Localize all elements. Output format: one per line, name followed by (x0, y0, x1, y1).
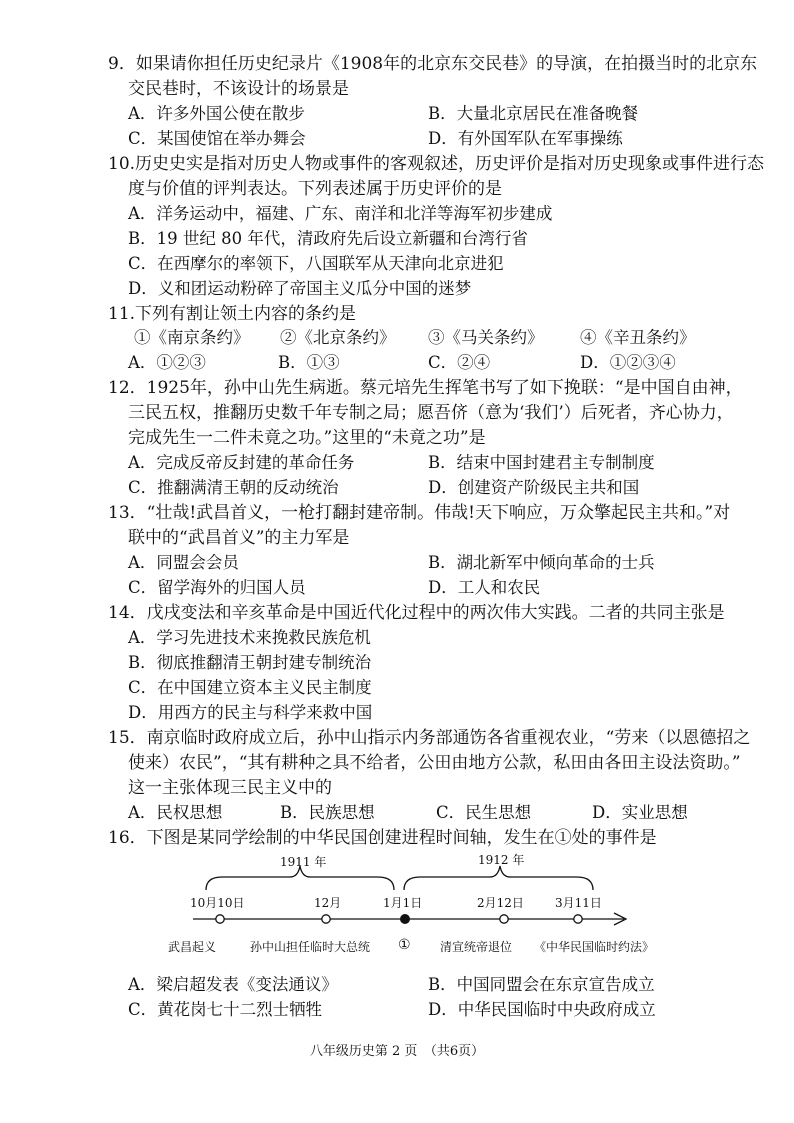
question-16-option-d: D．中华民国临时中央政府成立 (428, 1000, 656, 1019)
question-16-option-b: B．中国同盟会在东京宣告成立 (428, 975, 655, 994)
question-11-option-c: C．②④ (428, 353, 491, 372)
question-11-stem: 11.下列有割让领土内容的条约是 (108, 304, 357, 324)
question-14-option-c: C．在中国建立资本主义民主制度 (128, 678, 372, 697)
question-10-option-a: A．洋务运动中，福建、广东、南洋和北洋等海军初步建成 (128, 204, 553, 223)
question-11-item-3: ③《马关条约》 (428, 328, 544, 347)
question-11-item-4: ④《辛丑条约》 (580, 328, 696, 347)
timeline-node-oct10 (216, 915, 224, 923)
question-15-option-b: B．民族思想 (280, 803, 375, 822)
timeline-date-oct10: 10月10日 (190, 896, 245, 910)
timeline-node-dec (322, 915, 330, 923)
question-10-option-b: B．19 世纪 80 年代，清政府先后设立新疆和台湾行省 (128, 229, 528, 248)
question-14-option-d: D．用西方的民主与科学来救中国 (128, 703, 373, 722)
question-13-stem-line-2: 联中的“武昌首义”的主力军是 (128, 528, 350, 548)
question-10-stem-line-2: 度与价值的评判表达。下列表述属于历史评价的是 (128, 179, 502, 199)
timeline-date-feb12: 2月12日 (477, 896, 524, 910)
timeline-event-wuchang-uprising: 武昌起义 (168, 940, 217, 954)
question-12-option-a: A．完成反帝反封建的革命任务 (128, 453, 355, 472)
year-1911-brace (206, 866, 394, 890)
question-12-option-c: C．推翻满清王朝的反动统治 (128, 478, 339, 497)
timeline-node-feb12 (500, 915, 508, 923)
question-15-option-c: C．民生思想 (436, 803, 532, 822)
question-16-option-a: A．梁启超发表《变法通议》 (128, 975, 338, 994)
question-9-option-b: B．大量北京居民在准备晚餐 (428, 104, 639, 123)
timeline-year-1912: 1912 年 (478, 853, 525, 867)
timeline-date-mar11: 3月11日 (555, 896, 602, 910)
question-12-stem-line-3: 完成先生一二件未竟之功。”这里的“未竟之功”是 (128, 428, 486, 448)
question-9-stem-line-1: 9．如果请你担任历史纪录片《1908年的北京东交民巷》的导演，在拍摄当时的北京东 (108, 54, 758, 74)
question-11-option-a: A．①②③ (128, 353, 206, 372)
question-14-stem: 14．戊戌变法和辛亥革命是中国近代化过程中的两次伟大实践。二者的共同主张是 (108, 603, 725, 623)
question-16-stem: 16．下图是某同学绘制的中华民国创建进程时间轴，发生在①处的事件是 (108, 828, 657, 848)
question-15-stem-line-3: 这一主张体现三民主义中的 (128, 778, 332, 798)
question-11-option-d: D．①②③④ (580, 353, 676, 372)
question-10-option-d: D．义和团运动粉碎了帝国主义瓜分中国的迷梦 (128, 279, 472, 298)
question-14-option-b: B．彻底推翻清王朝封建专制统治 (128, 653, 372, 672)
question-9-stem-line-2: 交民巷时，不该设计的场景是 (128, 79, 349, 99)
timeline-node-jan1 (400, 914, 410, 924)
timeline-node-mar11 (574, 915, 582, 923)
question-11-item-1: ①《南京条约》 (134, 328, 250, 347)
question-13-option-d: D．工人和农民 (428, 578, 541, 597)
question-9-option-d: D．有外国军队在军事操练 (428, 129, 623, 148)
question-10-stem-line-1: 10.历史史实是指对历史人物或事件的客观叙述，历史评价是指对历史现象或事件进行态 (108, 154, 765, 174)
timeline-year-1911: 1911 年 (280, 855, 327, 869)
timeline-event-emperor-abdication: 清宣统帝退位 (440, 940, 513, 954)
question-13-stem-line-1: 13．“壮哉!武昌首义，一枪打翻封建帝制。伟哉!天下响应，万众擎起民主共和。”对 (108, 503, 731, 523)
timeline-event-provisional-constitution: 《中华民国临时约法》 (534, 940, 655, 954)
page-footer: 八年级历史第 2 页 （共6页） (309, 1044, 485, 1059)
question-11-item-2: ②《北京条约》 (280, 328, 396, 347)
timeline-date-jan1: 1月1日 (383, 896, 423, 910)
question-12-option-d: D．创建资产阶级民主共和国 (428, 478, 640, 497)
question-9-option-a: A．许多外国公使在散步 (128, 104, 305, 123)
year-1912-brace (404, 866, 593, 890)
question-13-option-a: A．同盟会会员 (128, 553, 239, 572)
question-16-option-c: C．黄花岗七十二烈士牺牲 (128, 1000, 323, 1019)
question-12-stem-line-2: 三民五权，推翻历史数千年专制之局；愿吾侪（意为‘我们’）后死者，齐心协力， (128, 403, 734, 423)
timeline-event-sun-provisional-president: 孙中山担任临时大总统 (250, 940, 371, 954)
timeline-date-dec: 12月 (314, 896, 342, 910)
question-13-option-c: C．留学海外的归国人员 (128, 578, 306, 597)
question-13-option-b: B．湖北新军中倾向革命的士兵 (428, 553, 655, 572)
question-15-stem-line-2: 使来）农民”，“其有耕种之具不给者，公田由地方公款，私田由各田主设法资助。” (128, 753, 741, 773)
question-15-stem-line-1: 15．南京临时政府成立后，孙中山指示内务部通饬各省重视农业，“劳来（以恩德招之 (108, 728, 751, 748)
question-11-option-b: B．①③ (278, 353, 340, 372)
question-14-option-a: A．学习先进技术来挽救民族危机 (128, 628, 371, 647)
question-15-option-d: D．实业思想 (592, 803, 688, 822)
question-10-option-c: C．在西摩尔的率领下，八国联军从天津向北京进犯 (128, 254, 504, 273)
question-12-option-b: B．结束中国封建君主专制制度 (428, 453, 655, 472)
timeline-event-blank-1: ① (398, 937, 411, 953)
timeline-arrowhead (614, 913, 626, 925)
question-9-option-c: C．某国使馆在举办舞会 (128, 129, 306, 148)
question-12-stem-line-1: 12．1925年，孙中山先生病逝。蔡元培先生挥笔书写了如下挽联：“是中国自由神， (108, 378, 743, 398)
question-15-option-a: A．民权思想 (128, 803, 223, 822)
